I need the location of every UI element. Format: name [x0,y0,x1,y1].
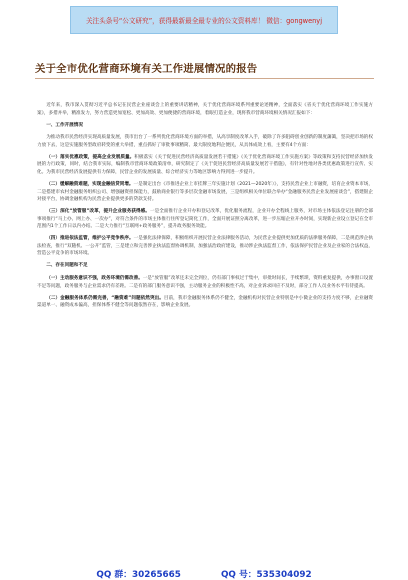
promo-banner-text: 关注头条号“公文研究”，获得最新最全最专业的公文资料库！ 微信：gongwenyj [85,17,323,25]
problem-body-1: 一是“放管服”改革还未完全到位，仍有部门事权过于集中，审批时间长，手续繁琐，资料重复提供，办事窗口设置不足等问题，政务服务与企业需求仍有差距。二是有的部门服务意识不强，主动服务企业的积极性不高，对企业诉求回应不及时，部分工作人员业务水平有待提高。 [37,276,374,289]
section-heading-1: 一、工作开展情况 [46,122,83,128]
contact-footer [0,566,408,580]
promo-banner [70,6,338,34]
measure-lead-3: （三）深化“放管服”改革，提升企业服务获得感。 [46,209,150,215]
section1-intro-paragraph: 为推动我市民营经济实现高质量发展，我市出台了一系列优化营商环境方面的举措，从高享制度改革入手，破除了许多阻碍创业创新的制度藩篱，坚决把市场的权力放下去，这是实施服务型政府转变的重大举措，重点抓好了审批事项精简、最大限度地利企便民，从具体成效上看，主要有4个方面： [37,135,373,148]
document-body [37,102,373,314]
document-title: 关于全市优化营商环境有关工作进展情况的报告 [35,63,258,75]
title-divider [35,78,374,79]
measure-body-1: 积极落实《关于促进民营经济高质量发展若干措施》《关于优化营商环境工作实施方案》等政策和支持民营经济加快发展的力行政策，同时，结合我市实际，编制我市营商环境政策清单，研究制定了《关于促进民营经济高质量发展若干措施》，有针对性地对各类优惠政策进行宣传、实化。为我市民营经济发展提供有力保障，民营企业的发展质量、综合经济实力等地区影响力得到进一步提升。 [37,154,373,175]
intro-paragraph: 近年来，我市深入贯彻习近平总书记在民营企业座谈会上的重要讲话精神，关于优化营商环境系列重要论述精神，全面落实《省关于优化营商环境工作实施方案》，多措并举，精准发力，努力营造更加宽松、更加高效、更加便捷的营商环境，着眼打造企业，现将我市营商环境相关情况汇报如下： [37,103,373,116]
measure-lead-1: （一）落实优惠政策，提高企业发展质量。 [46,154,135,160]
problem-lead-1: （一）主动服务意识不强，政务环境仍需改善。 [46,276,143,282]
problem-lead-2: （二）金融服务体系仍需完善，“融资难”问题依然突出。 [46,295,164,301]
section-heading-2: 二、存在问题和不足 [46,263,88,269]
measure-body-3: 一是全面推行企业开办和登记改革，优化服务流程，企业开办全程线上服务，对市场主体依法登记注册的全部事项推行“马上办、网上办、一次办”，对符合条件的市场主体推行住所登记简化工作，全面开展证照分离改革，进一步压缩企业开办时间，实现新企业设立登记在全市范围内1个工作日以内办结。二是大力推行“互联网+政务服务”，提升政务服务效能。 [37,209,373,230]
problem-paragraph-2 [37,295,373,310]
qq-number-label: QQ 号：535304092 [220,569,312,580]
measure-paragraph-3 [37,208,373,231]
measure-paragraph-1 [37,154,373,177]
measure-body-2: 一是制定出台《市推进企业上市挂牌三年实施计划（2021—2020年）》，支持民营企业上市融资，培育企业资本市场，二是搭建市农村金融服务组织公司、增强融资担保能力，鼓励商业银行等多层次金融市场发展，三是组织相关单位联合举办“金融服务民营企业发展座谈会”，搭建银企对接平台，协调金融机构为民营企业提供更多的贷款支持。 [37,181,373,203]
measure-paragraph-2 [37,181,373,204]
measure-body-4: 一是强化法律保障，积极组织开展民营企业法律服务活动，为民营企业提供更加优质的法律服务保障，二是规范涉企执法检查，推行“双随机、一公开”监管，三是建立和完善涉企执法监督协调机制，加强法治政府建设，推动涉企执法监督工作，依法保护民营企业及企业家的合法权益，营造公平竞争的市场环境。 [37,236,373,257]
measure-paragraph-4 [37,235,373,258]
measure-lead-2: （二）缓解融资难题，实现金融信贷同增。 [46,181,134,187]
problem-paragraph-1 [37,275,373,290]
problem-body-2: 目前，我市金融服务体系仍不健全，金融机构对民营企业特别是中小微企业的支持力度不够，企业融资渠道单一、融资成本偏高，担保体系不健全等问题依然存在，影响企业发展。 [37,295,373,309]
qq-group-label: QQ 群：30265665 [96,569,181,580]
measure-lead-4: （四）推进依法监管，维护公平竞争秩序。 [46,236,134,242]
